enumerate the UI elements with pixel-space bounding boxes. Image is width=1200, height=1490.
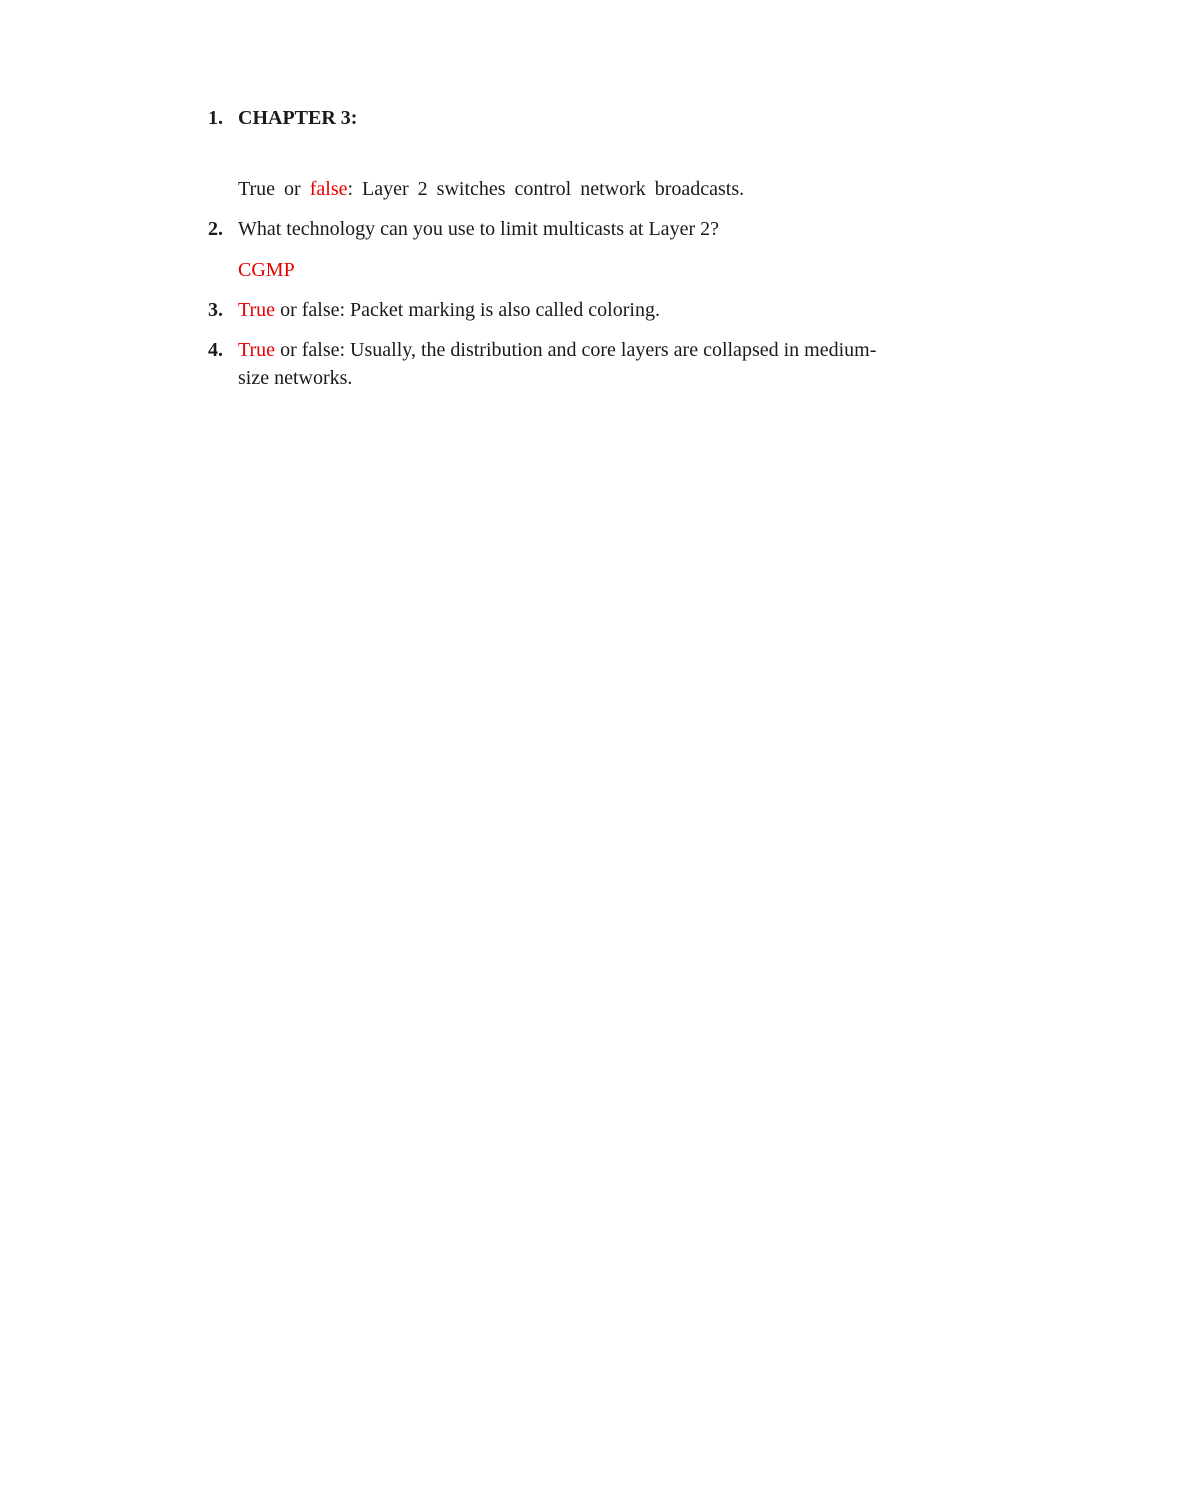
question-3-number: 3. [208, 299, 223, 321]
question-2-text: What technology can you use to limit multicasts at Layer 2? [238, 218, 719, 240]
question-2 [208, 215, 719, 243]
question-3-rest: or false: Packet marking is also called coloring. [275, 299, 660, 321]
chapter-heading: CHAPTER 3: [238, 107, 358, 129]
question-2-answer: CGMP [238, 259, 295, 281]
question-1-rest: : Layer 2 switches control network broadcasts. [347, 178, 745, 200]
question-4-answer: True [238, 339, 276, 361]
question-1 [208, 104, 357, 132]
question-4-rest-line1: or false: Usually, the distribution and core layers are collapsed in medium- [275, 339, 877, 361]
question-3 [208, 296, 660, 324]
question-4-number: 4. [208, 339, 223, 361]
question-1-number: 1. [208, 107, 223, 129]
question-1-answer: false [309, 178, 348, 200]
question-1-prefix: True or [238, 178, 310, 200]
question-4-rest-line2: size networks. [238, 367, 353, 389]
question-4 [208, 336, 876, 364]
question-1-statement [238, 175, 744, 203]
question-2-number: 2. [208, 218, 223, 240]
question-3-answer: True [238, 299, 276, 321]
